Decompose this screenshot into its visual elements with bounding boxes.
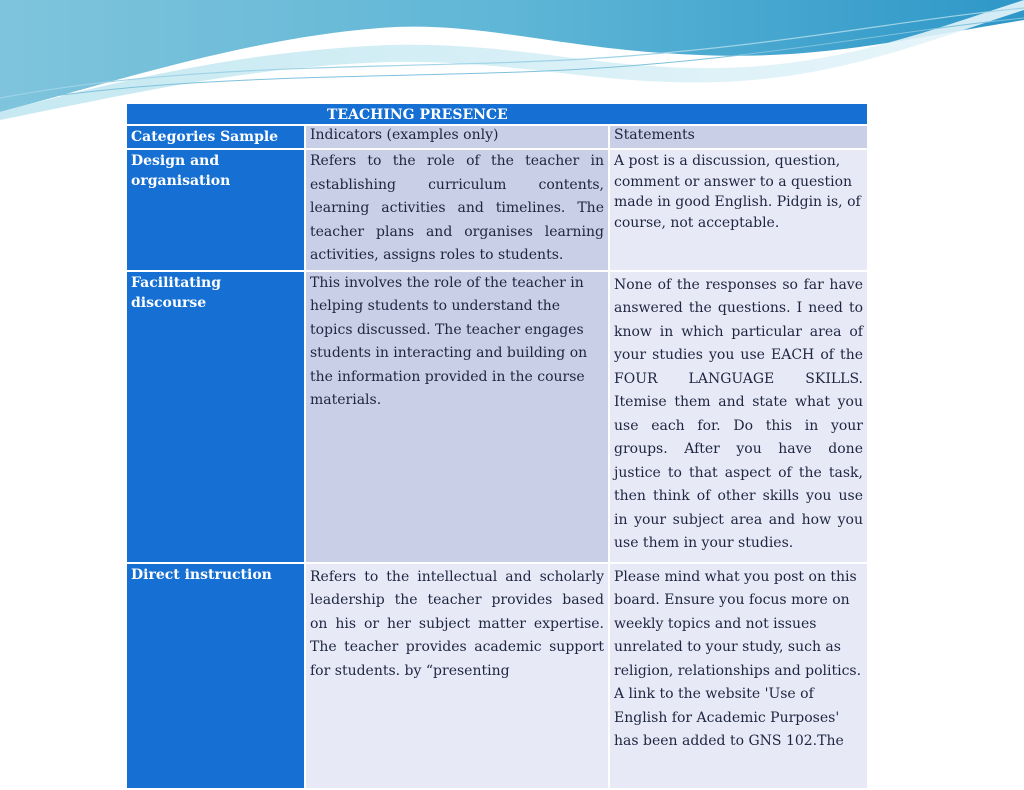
indicator-cell: This involves the role of the teacher in helping students to understand the topics discussed. The teacher engages students in interacting and building on the information provided in the course materials. [305,271,609,563]
table-row [126,149,868,271]
statement-cell: A post is a discussion, question, comment or answer to a question made in good English. Pidgin is, of course, not acceptable. [609,149,868,271]
statement-cell: None of the responses so far have answered the questions. I need to know in which particular area of your studies you use EACH of the FOUR LANGUAGE SKILLS. Itemise them and state what you use each for. Do this in your groups. After you have done justice to that aspect of the task, then think of other skills you use in your subject area and how you use them in your studies. [609,271,868,563]
category-cell: Design and organisation [126,149,305,271]
category-cell: Direct instruction [126,563,305,789]
teaching-presence-table [125,102,867,790]
indicator-cell: Refers to the role of the teacher in establishing curriculum contents, learning activities and timelines. The teacher plans and organises learning activities, assigns roles to students. [305,149,609,271]
category-cell: Facilitating discourse [126,271,305,563]
indicator-cell: Refers to the intellectual and scholarly leadership the teacher provides based on his or her subject matter expertise. The teacher provides academic support for students. by “presenting [305,563,609,789]
table-title: TEACHING PRESENCE [126,103,868,125]
table-row [126,563,868,789]
table-row [126,271,868,563]
statement-cell: Please mind what you post on this board. Ensure you focus more on weekly topics and not issues unrelated to your study, such as religion, relationships and politics. A link to the website 'Use of English for Academic Purposes' has been added to GNS 102.The [609,563,868,789]
header-categories: Categories Sample [126,125,305,149]
header-indicators: Indicators (examples only) [305,125,609,149]
header-statements: Statements [609,125,868,149]
